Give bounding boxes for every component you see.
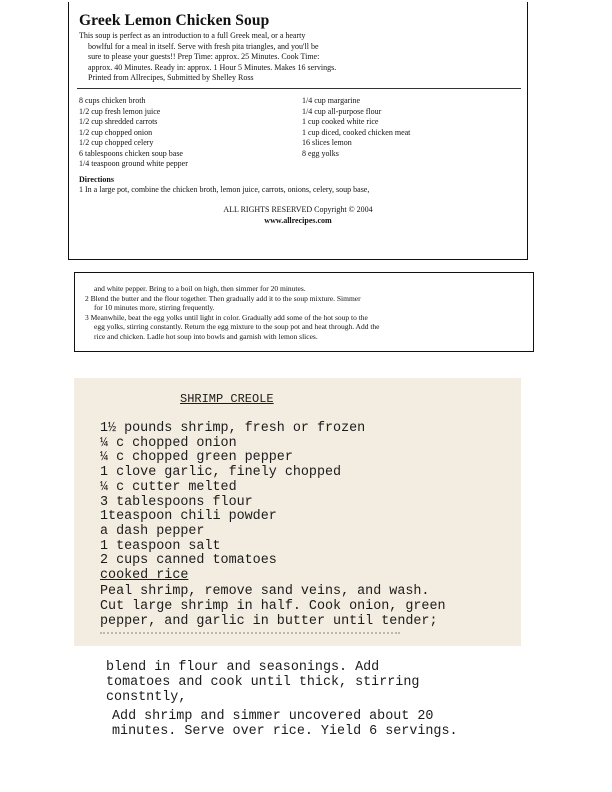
ingredient-item: 1/2 cup chopped celery: [79, 138, 154, 147]
recipe-title: Greek Lemon Chicken Soup: [79, 12, 270, 29]
ingredient-item: 8 cups chicken broth: [79, 96, 146, 105]
ingredient-item: 1 teaspoon salt: [100, 538, 221, 554]
ingredients-left-column: [79, 96, 188, 170]
ingredient-item: 16 slices lemon: [302, 138, 352, 147]
recipe-title: SHRIMP CREOLE: [180, 392, 274, 406]
ingredient-item: 1 cup cooked white rice: [302, 117, 379, 126]
method-continued: [106, 660, 419, 705]
ingredient-item: 1½ pounds shrimp, fresh or frozen: [100, 421, 366, 436]
recipe-card-shrimp-creole: [74, 378, 521, 646]
intro-line: sure to please your guests!! Prep Time: approx. 25 Minutes. Cook Time:: [88, 52, 320, 61]
recipe-intro: [79, 31, 399, 84]
method-line: pepper, and garlic in butter until tender;: [100, 614, 438, 629]
ingredient-item: 1 clove garlic, finely chopped: [100, 465, 342, 481]
direction-step-2: 2 Blend the butter and the flour together. Then gradually add it to the soup mixture. Simmer: [85, 293, 361, 303]
method-final: [112, 709, 458, 739]
recipe-card-continuation: [74, 272, 534, 352]
source-url: www.allrecipes.com: [264, 215, 332, 225]
recipe-card-greek-lemon-chicken-soup: [68, 2, 528, 260]
intro-line-source: Printed from Allrecipes, Submitted by Shelley Ross: [88, 73, 254, 82]
method-line: constntly,: [106, 690, 187, 705]
copyright-text: ALL RIGHTS RESERVED Copyright © 2004: [223, 205, 373, 214]
directions-heading: Directions: [79, 175, 114, 184]
method-text: [100, 584, 446, 629]
faded-line: [100, 632, 400, 634]
direction-line: egg yolks, stirring constantly. Return the egg mixture to the soup pot and heat through. Add the: [94, 322, 380, 332]
direction-line: and white pepper. Bring to a boil on high, then simmer for 20 minutes.: [94, 284, 306, 293]
ingredient-item: ¼ c cutter melted: [100, 479, 237, 495]
ingredient-item: a dash pepper: [100, 523, 205, 539]
ingredient-item: 1/2 cup chopped onion: [79, 127, 153, 137]
ingredient-item: 2 cups canned tomatoes: [100, 553, 277, 569]
ingredients-list: [100, 422, 365, 584]
method-line: minutes. Serve over rice. Yield 6 servings.: [112, 724, 458, 739]
method-line: tomatoes and cook until thick, stirring: [106, 675, 420, 690]
divider: [77, 88, 521, 89]
intro-line: approx. 40 Minutes. Ready in: approx. 1 Hour 5 Minutes. Makes 16 servings.: [88, 62, 337, 72]
direction-step-3: 3 Meanwhile, beat the egg yolks until light in color. Gradually add some of the hot soup to the: [85, 312, 368, 322]
ingredient-item: 3 tablespoons flour: [100, 494, 253, 510]
method-line: blend in flour and seasonings. Add: [106, 660, 380, 675]
method-line: Cut large shrimp in half. Cook onion, green: [100, 599, 446, 614]
direction-step-1: 1 In a large pot, combine the chicken broth, lemon juice, carrots, onions, celery, soup base,: [79, 185, 370, 194]
ingredients-right-column: [302, 96, 410, 159]
ingredient-item: 1/4 cup margarine: [302, 96, 361, 105]
ingredient-item: ¼ c chopped green pepper: [100, 450, 293, 466]
ingredient-item: 1/2 cup fresh lemon juice: [79, 106, 161, 116]
ingredient-item: 1/2 cup shredded carrots: [79, 117, 158, 126]
method-line: Peal shrimp, remove sand veins, and wash.: [100, 584, 430, 599]
ingredient-item: 8 egg yolks: [302, 148, 339, 158]
directions-continued: [85, 284, 525, 342]
direction-line: for 10 minutes more, stirring frequently.: [94, 303, 215, 313]
ingredient-item: ¼ c chopped onion: [100, 435, 237, 451]
ingredient-item: cooked rice: [100, 568, 189, 584]
ingredient-item: 1 cup diced, cooked chicken meat: [302, 127, 411, 137]
intro-line: This soup is perfect as an introduction to a full Greek meal, or a hearty: [79, 31, 306, 40]
method-line: Add shrimp and simmer uncovered about 20: [112, 709, 434, 724]
ingredient-item: 1teaspoon chili powder: [100, 509, 277, 525]
ingredient-item: 6 tablespoons chicken soup base: [79, 148, 183, 158]
ingredient-item: 1/4 cup all-purpose flour: [302, 106, 382, 116]
ingredient-item: 1/4 teaspoon ground white pepper: [79, 159, 188, 168]
direction-line: rice and chicken. Ladle hot soup into bowls and garnish with lemon slices.: [94, 331, 318, 341]
copyright-block: [69, 205, 527, 226]
intro-line: bowlful for a meal in itself. Serve with fresh pita triangles, and you'll be: [88, 41, 319, 51]
